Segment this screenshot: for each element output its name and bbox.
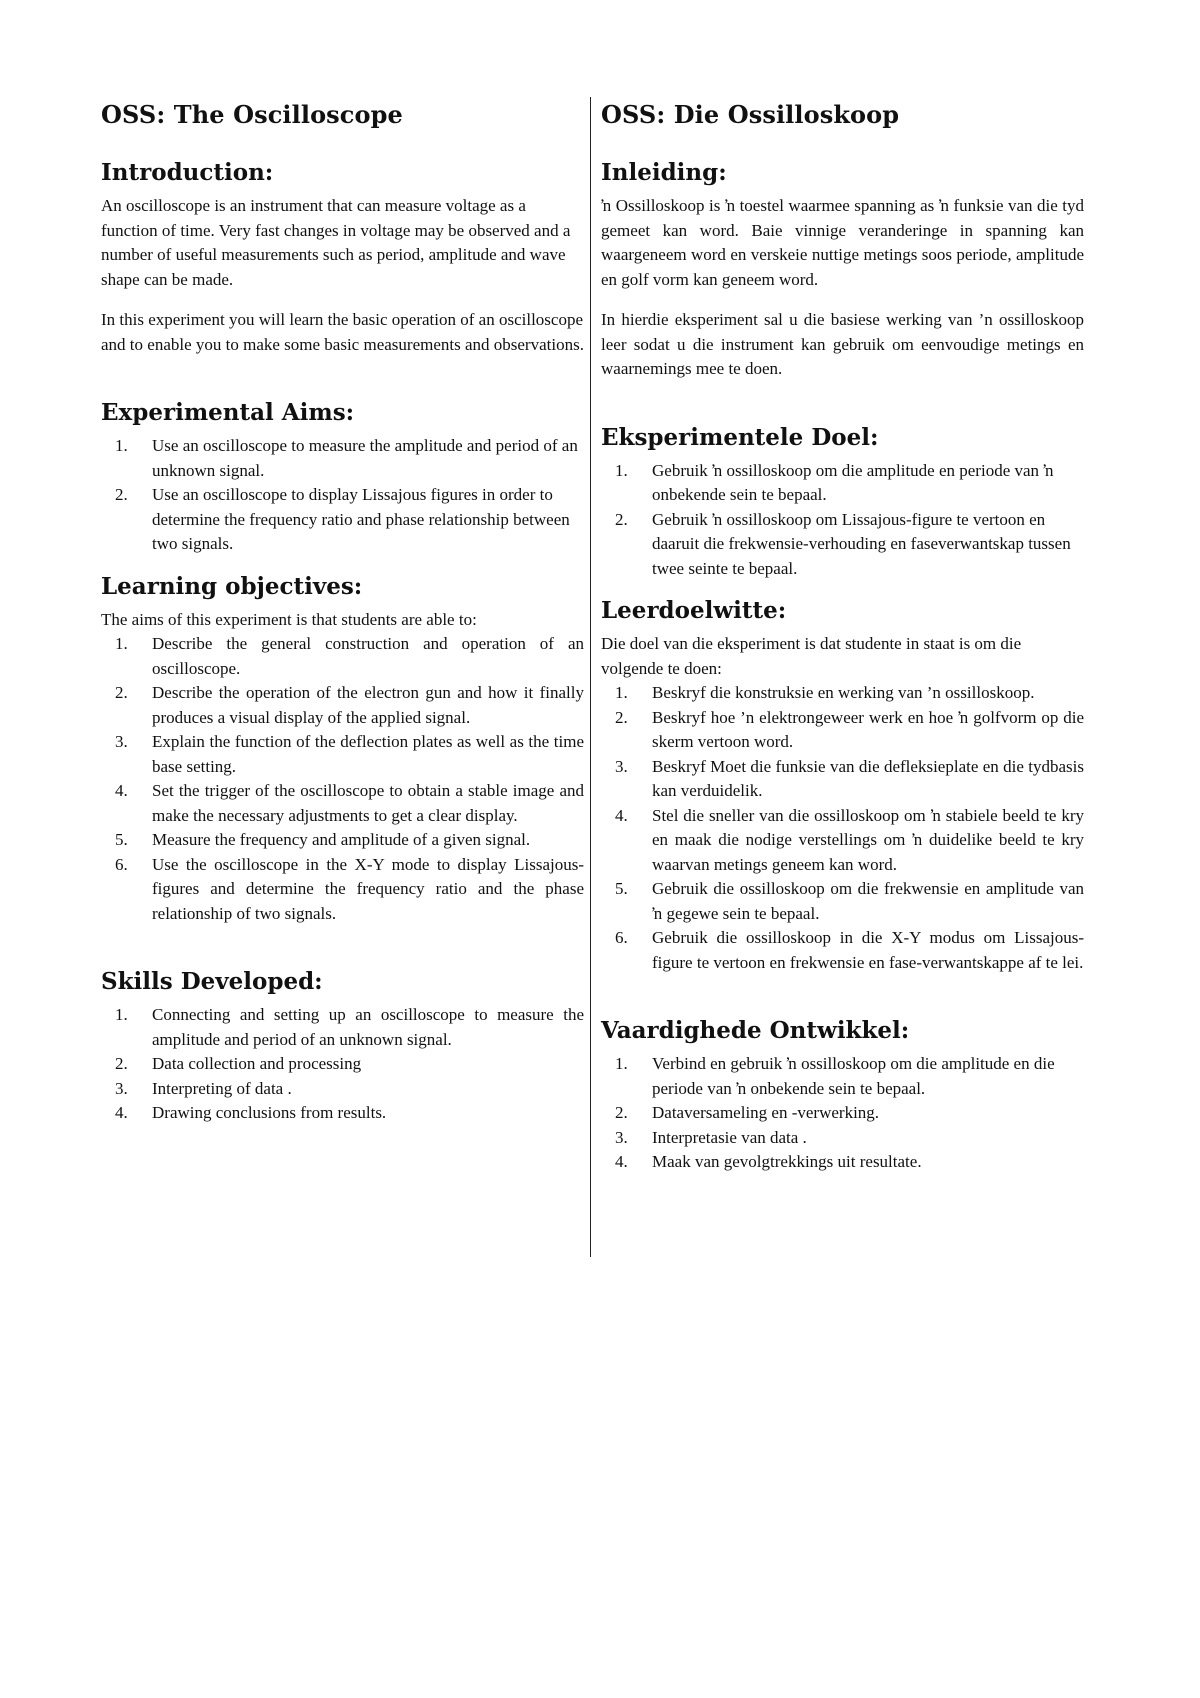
list-item: 1. Verbind en gebruik ŉ ossilloskoop om die amplitude en die periode van ŉ onbekende sein te bepaal. xyxy=(615,1054,1055,1098)
list-item: 1. Beskryf die konstruksie en werking van ’n ossilloskoop. xyxy=(615,683,1035,702)
list-item: 6. Gebruik die ossilloskoop in die X-Y modus om Lissajous-figure te vertoon en frekwensie en fase-verwantskappe af te lei. xyxy=(615,928,1084,972)
intro-paragraph: ŉ Ossilloskoop is ŉ toestel waarmee spanning as ŉ funksie van die tyd gemeet kan word. Baie vinnige veranderinge in spanning kan waargeneem word en verskeie nuttige metings soos periode, amplitude en golf vorm kan geneem word. xyxy=(601,196,1084,289)
list-item: 1. Use an oscilloscope to measure the amplitude and period of an unknown signal. xyxy=(115,436,578,480)
intro-paragraph: In hierdie eksperiment sal u die basiese werking van ’n ossilloskoop leer sodat u die instrument kan gebruik om eenvoudige metings en waarnemings mee te doen. xyxy=(601,310,1084,378)
section-heading-introduction: Inleiding: xyxy=(601,159,727,186)
objectives-intro: The aims of this experiment is that students are able to: xyxy=(101,609,477,629)
list-item: 3. Explain the function of the deflection plates as well as the time base setting. xyxy=(115,732,584,776)
section-heading-skills: Skills Developed: xyxy=(101,968,323,995)
list-item: 2. Beskryf hoe ’n elektrongeweer werk en hoe ŉ golfvorm op die skerm vertoon word. xyxy=(615,707,1084,751)
section-heading-introduction: Introduction: xyxy=(101,159,274,186)
afrikaans-column xyxy=(601,100,1084,1175)
list-item: 2. Data collection and processing xyxy=(115,1054,362,1073)
aims-list xyxy=(601,459,1084,582)
list-item: 2. Gebruik ŉ ossilloskoop om Lissajous-figure te vertoon en daaruit die frekwensie-verhouding en faseverwantskap tussen twee seinte te bepaal. xyxy=(615,509,1071,578)
list-item: 4. Maak van gevolgtrekkings uit resultate. xyxy=(615,1152,922,1171)
list-item: 3. Interpreting of data . xyxy=(115,1078,292,1098)
list-item: 3. Beskryf Moet die funksie van die defleksieplate en die tydbasis kan verduidelik. xyxy=(615,756,1084,800)
list-item: 4. Set the trigger of the oscilloscope to obtain a stable image and make the necessary adjustments to get a clear display. xyxy=(115,781,584,825)
page-title: OSS: Die Ossilloskoop xyxy=(601,100,900,129)
list-item: 1. Gebruik ŉ ossilloskoop om die amplitude en periode van ŉ onbekende sein te bepaal. xyxy=(615,460,1054,504)
section-heading-objectives: Leerdoelwitte: xyxy=(601,597,787,624)
list-item: 4. Stel die sneller van die ossilloskoop om ŉ stabiele beeld te kry en maak die nodige verstellings om ŉ duidelike beeld te kry waarvan metings geneem kan word. xyxy=(615,805,1084,874)
page-title: OSS: The Oscilloscope xyxy=(101,100,403,129)
section-heading-objectives: Learning objectives: xyxy=(101,572,363,600)
section-heading-skills: Vaardighede Ontwikkel: xyxy=(601,1017,910,1044)
list-item: 2. Describe the operation of the electron gun and how it finally produces a visual display of the applied signal. xyxy=(115,683,584,727)
objectives-list xyxy=(101,632,584,926)
objectives-list xyxy=(601,681,1084,975)
list-item: 2. Dataversameling en -verwerking. xyxy=(615,1103,880,1122)
intro-paragraph: An oscilloscope is an instrument that can measure voltage as a function of time. Very fast changes in voltage may be observed and a number of useful measurements such as period, amplitude and wave shape can be made. xyxy=(101,196,571,289)
intro-paragraph: In this experiment you will learn the basic operation of an oscilloscope and to enable you to make some basic measurements and observations. xyxy=(101,310,584,354)
skills-list xyxy=(601,1052,1084,1175)
list-item: 5. Gebruik die ossilloskoop om die frekwensie en amplitude van ŉ gegewe sein te bepaal. xyxy=(615,879,1084,923)
list-item: 5. Measure the frequency and amplitude of a given signal. xyxy=(115,830,531,849)
list-item: 3. Interpretasie van data . xyxy=(615,1127,807,1147)
list-item: 2. Use an oscilloscope to display Lissajous figures in order to determine the frequency ratio and phase relationship between two signals. xyxy=(115,485,570,553)
list-item: 1. Connecting and setting up an oscilloscope to measure the amplitude and period of an unknown signal. xyxy=(115,1005,584,1049)
column-divider xyxy=(590,97,591,1257)
skills-list xyxy=(101,1003,584,1126)
aims-list xyxy=(101,434,584,557)
section-heading-aims: Eksperimentele Doel: xyxy=(601,423,879,451)
english-column xyxy=(101,100,584,1126)
section-heading-aims: Experimental Aims: xyxy=(101,399,355,426)
list-item: 4. Drawing conclusions from results. xyxy=(115,1103,387,1122)
list-item: 6. Use the oscilloscope in the X-Y mode to display Lissajous-figures and determine the frequency ratio and the phase relationship of two signals. xyxy=(115,854,584,923)
objectives-intro: Die doel van die eksperiment is dat studente in staat is om die volgende te doen: xyxy=(601,634,1022,678)
list-item: 1. Describe the general construction and operation of an oscilloscope. xyxy=(115,634,584,678)
